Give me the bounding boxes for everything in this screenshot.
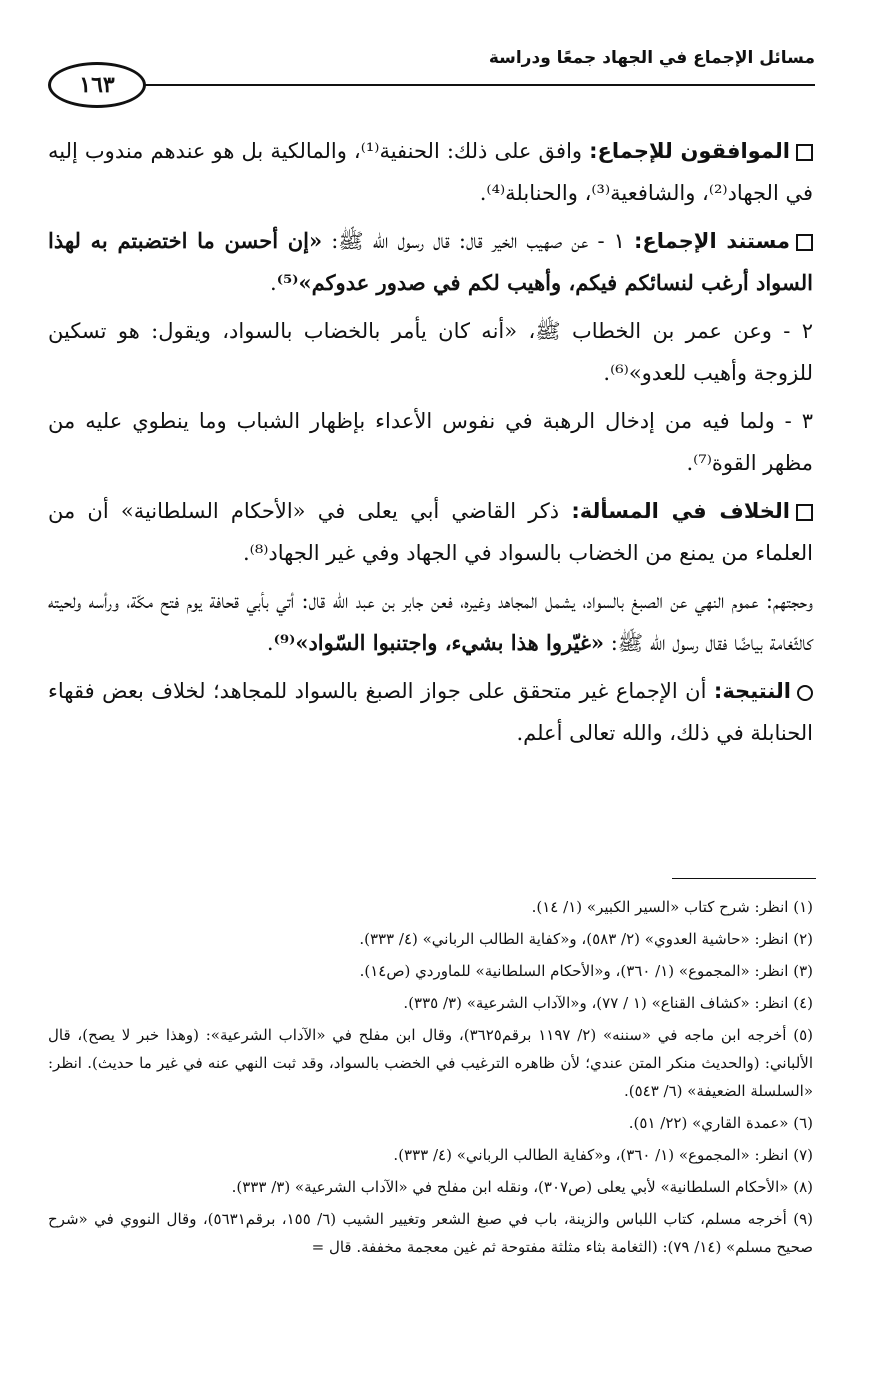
hadith-quote: «غيّروا هذا بشيء، واجتنبوا السّواد»⁽⁹⁾ bbox=[273, 630, 605, 655]
footnote-3: (٣) انظر: «المجموع» (١/ ٣٦٠)، و«الأحكام السلطانية» للماوردي (ص١٤). bbox=[359, 962, 813, 980]
section-heading: الموافقون للإجماع: bbox=[589, 139, 790, 163]
footnote-4: (٤) انظر: «كشاف القناع» (١ / ٧٧)، و«الآداب الشرعية» (٣/ ٣٣٥). bbox=[403, 994, 813, 1012]
section-heading: النتيجة: bbox=[713, 679, 791, 703]
paragraph-text: وافق على ذلك: الحنفية⁽¹⁾، والمالكية بل هو عندهم مندوب إليه في الجهاد⁽²⁾، والشافعية⁽³⁾، والحنابلة⁽⁴⁾. bbox=[48, 139, 813, 205]
paragraph-end: . bbox=[270, 271, 277, 295]
paragraph-result bbox=[48, 670, 813, 754]
footnote-2: (٢) انظر: «حاشية العدوي» (٢/ ٥٨٣)، و«كفاية الطالب الرباني» (٤/ ٣٣٣). bbox=[359, 930, 813, 948]
footnote-separator bbox=[672, 878, 816, 879]
page-header bbox=[40, 42, 815, 104]
footnote-6: (٦) «عمدة القاري» (٢٢/ ٥١). bbox=[628, 1114, 813, 1132]
footnotes bbox=[48, 893, 813, 1265]
paragraph-agreeing bbox=[48, 130, 813, 214]
footnote-8: (٨) «الأحكام السلطانية» لأبي يعلى (ص٣٠٧)، ونقله ابن مفلح في «الآداب الشرعية» (٣/ ٣٣٣). bbox=[231, 1178, 813, 1196]
paragraph-umar: ٢ - وعن عمر بن الخطاب ﷺ، «أنه كان يأمر بالخضاب بالسواد، ويقول: هو تسكين للزوجة وأهيب للعدو»⁽⁶⁾. bbox=[48, 319, 813, 385]
footnote-9: (٩) أخرجه مسلم، كتاب اللباس والزينة، باب في صبغ الشعر وتغيير الشيب (٦/ ١٥٥، برقم٥٦٣١)، وقال النووي في «شرح صحيح مسلم» (١٤/ ٧٩): (الثغامة بثاء مثلثة مفتوحة ثم غين معجمة مخففة. قال = bbox=[48, 1210, 813, 1256]
running-title: مسائل الإجماع في الجهاد جمعًا ودراسة bbox=[488, 48, 815, 68]
paragraph-text: ١ - عن صهيب الخير قال: قال رسول الله ﷺ: bbox=[322, 229, 634, 253]
circle-bullet-icon bbox=[797, 685, 813, 701]
paragraph-awe: ٣ - ولما فيه من إدخال الرهبة في نفوس الأعداء بإظهار الشباب وما ينطوي عليه من مظهر القوة⁽⁷⁾. bbox=[48, 409, 813, 475]
footnote-1: (١) انظر: شرح كتاب «السير الكبير» (١/ ١٤). bbox=[531, 898, 813, 916]
paragraph-text: ذكر القاضي أبي يعلى في «الأحكام السلطانية» أن من العلماء من يمنع من الخضاب بالسواد في الجهاد وفي غير الجهاد⁽⁸⁾. bbox=[48, 499, 813, 565]
square-bullet-icon bbox=[796, 234, 813, 251]
paragraph-end: . bbox=[266, 631, 274, 655]
section-heading: مستند الإجماع: bbox=[633, 229, 790, 253]
paragraph-argument bbox=[48, 580, 813, 664]
paragraph-disagreement bbox=[48, 490, 813, 574]
footnote-7: (٧) انظر: «المجموع» (١/ ٣٦٠)، و«كفاية الطالب الرباني» (٤/ ٣٣٣). bbox=[393, 1146, 813, 1164]
hadith-quote: «إن أحسن ما اختضبتم به لهذا السواد أرغب لنسائكم فيكم، وأهيب لكم في صدور عدوكم»⁽⁵⁾ bbox=[48, 228, 813, 295]
square-bullet-icon bbox=[796, 504, 813, 521]
main-text bbox=[48, 130, 813, 760]
paragraph-text: أن الإجماع غير متحقق على جواز الصبغ بالسواد للمجاهد؛ لخلاف بعض فقهاء الحنابلة في ذلك، والله تعالى أعلم. bbox=[48, 679, 813, 745]
footnote-5: (٥) أخرجه ابن ماجه في «سننه» (٢/ ١١٩٧ برقم٣٦٢٥)، وقال ابن مفلح في «الآداب الشرعية»: (وهذا خبر لا يصح)، قال الألباني: (والحديث منكر المتن عندي؛ لأن ظاهره الترغيب في الخضب بالسواد، وقد ثبت النهي عنه في غير ما حديث). انظر: «السلسلة الضعيفة» (٦/ ٥٤٣). bbox=[48, 1026, 813, 1100]
square-bullet-icon bbox=[796, 144, 813, 161]
header-rule bbox=[136, 84, 815, 86]
paragraph-basis bbox=[48, 220, 813, 304]
page-number: ١٦٣ bbox=[79, 72, 115, 98]
section-heading: الخلاف في المسألة: bbox=[571, 499, 790, 523]
paragraph-text: وحجتهم: عموم النهي عن الصبغ بالسواد، يشمل المجاهد وغيره، فعن جابر بن عبد الله قال: أتي بأبي قحافة يوم فتح مكّة، ورأسه ولحيته كالثّغامة بياضًا فقال رسول الله ﷺ: bbox=[48, 589, 813, 655]
page-number-oval bbox=[48, 62, 146, 108]
